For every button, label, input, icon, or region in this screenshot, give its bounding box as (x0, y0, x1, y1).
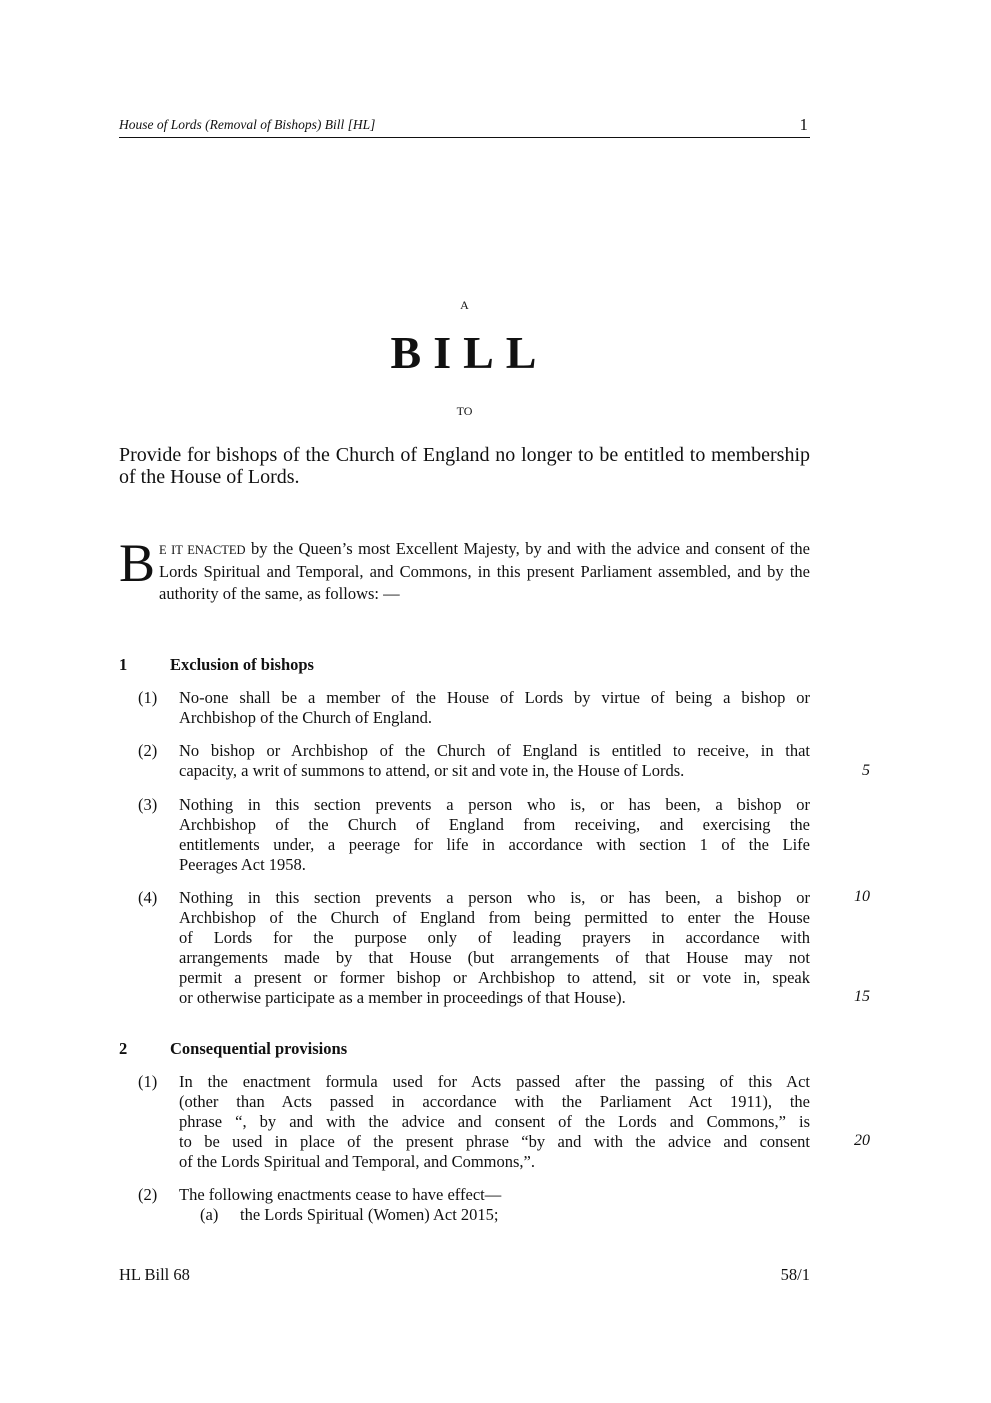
text-line: (other than Acts passed in accordance with the Parliament Act 1911), the (179, 1092, 810, 1111)
title-to: TO (456, 404, 473, 418)
enacting-small-caps: E IT ENACTED (159, 543, 246, 557)
bill-title: BILL (390, 327, 549, 378)
line-number-10: 10 (854, 888, 870, 905)
subsection-number: (2) (138, 741, 158, 760)
text-line: Archbishop of the Church of England from being permitted to enter the House (179, 908, 810, 927)
subsection-number: (2) (138, 1185, 158, 1204)
text-line: No-one shall be a member of the House of Lords by virtue of being a bishop or (179, 688, 810, 707)
page-number: 1 (799, 115, 808, 134)
section-2-title: Consequential provisions (170, 1039, 348, 1058)
subsection-text (179, 1072, 810, 1172)
text-line: arrangements made by that House (but arrangements of that House may not (179, 948, 810, 967)
text-line: of Lords for the purpose only of leading prayers in accordance with (179, 928, 810, 947)
text-line: entitlements under, a peerage for life in accordance with section 1 of the Life (179, 835, 810, 854)
text-line: Peerages Act 1958. (179, 855, 306, 874)
text-line: Nothing in this section prevents a person who is, or has been, a bishop or (179, 795, 810, 814)
paragraph-a-text: the Lords Spiritual (Women) Act 2015; (240, 1205, 499, 1224)
subsection-number: (4) (138, 888, 158, 907)
section-1-title: Exclusion of bishops (170, 655, 314, 674)
text-line: Archbishop of the Church of England from receiving, and exercising the (179, 815, 810, 834)
line-number-20: 20 (854, 1132, 870, 1149)
running-title: House of Lords (Removal of Bishops) Bill [HL] (119, 117, 376, 132)
enacting-text: by the Queen’s most Excellent Majesty, by and with the advice and consent of the Lords Spiritual and Temporal, and Commons, in this present Parliament assembled, and by the authority of the same, as follows: — (159, 539, 810, 603)
text-line: of the Lords Spiritual and Temporal, and Commons,”. (179, 1152, 535, 1171)
subsection-number: (3) (138, 795, 158, 814)
subsection-text (179, 741, 810, 781)
subsection-text (179, 795, 810, 875)
subsection-number: (1) (138, 1072, 158, 1091)
running-header (119, 116, 810, 138)
text-line: Archbishop of the Church of England. (179, 708, 432, 727)
text-line: capacity, a writ of summons to attend, or sit and vote in, the House of Lords. (179, 761, 685, 780)
drop-cap: B (119, 533, 156, 593)
text-line: phrase “, by and with the advice and consent of the Lords and Commons,” is (179, 1112, 810, 1131)
section-2-number: 2 (119, 1039, 128, 1058)
subsection-text (179, 888, 810, 1008)
text-line: The following enactments cease to have effect— (179, 1185, 502, 1204)
subsection-number: (1) (138, 688, 158, 707)
long-title: Provide for bishops of the Church of England no longer to be entitled to membership of the House of Lords. (119, 444, 810, 488)
line-number-5: 5 (862, 762, 870, 779)
paragraph-a-number: (a) (200, 1205, 219, 1224)
text-line: to be used in place of the present phrase “by and with the advice and consent (179, 1132, 810, 1151)
line-number-15: 15 (854, 988, 870, 1005)
text-line: Nothing in this section prevents a person who is, or has been, a bishop or (179, 888, 810, 907)
text-line: In the enactment formula used for Acts passed after the passing of this Act (179, 1072, 810, 1091)
print-reference: 58/1 (780, 1265, 810, 1284)
text-line: permit a present or former bishop or Archbishop to attend, sit or vote in, speak (179, 968, 810, 987)
subsection-text (179, 1185, 810, 1205)
enacting-formula (119, 533, 810, 605)
text-line: No bishop or Archbishop of the Church of England is entitled to receive, in that (179, 741, 810, 760)
text-line: or otherwise participate as a member in proceedings of that House). (179, 988, 626, 1007)
bill-reference: HL Bill 68 (119, 1265, 190, 1284)
subsection-text (179, 688, 810, 728)
section-1-number: 1 (119, 655, 128, 674)
title-a: A (460, 298, 469, 312)
